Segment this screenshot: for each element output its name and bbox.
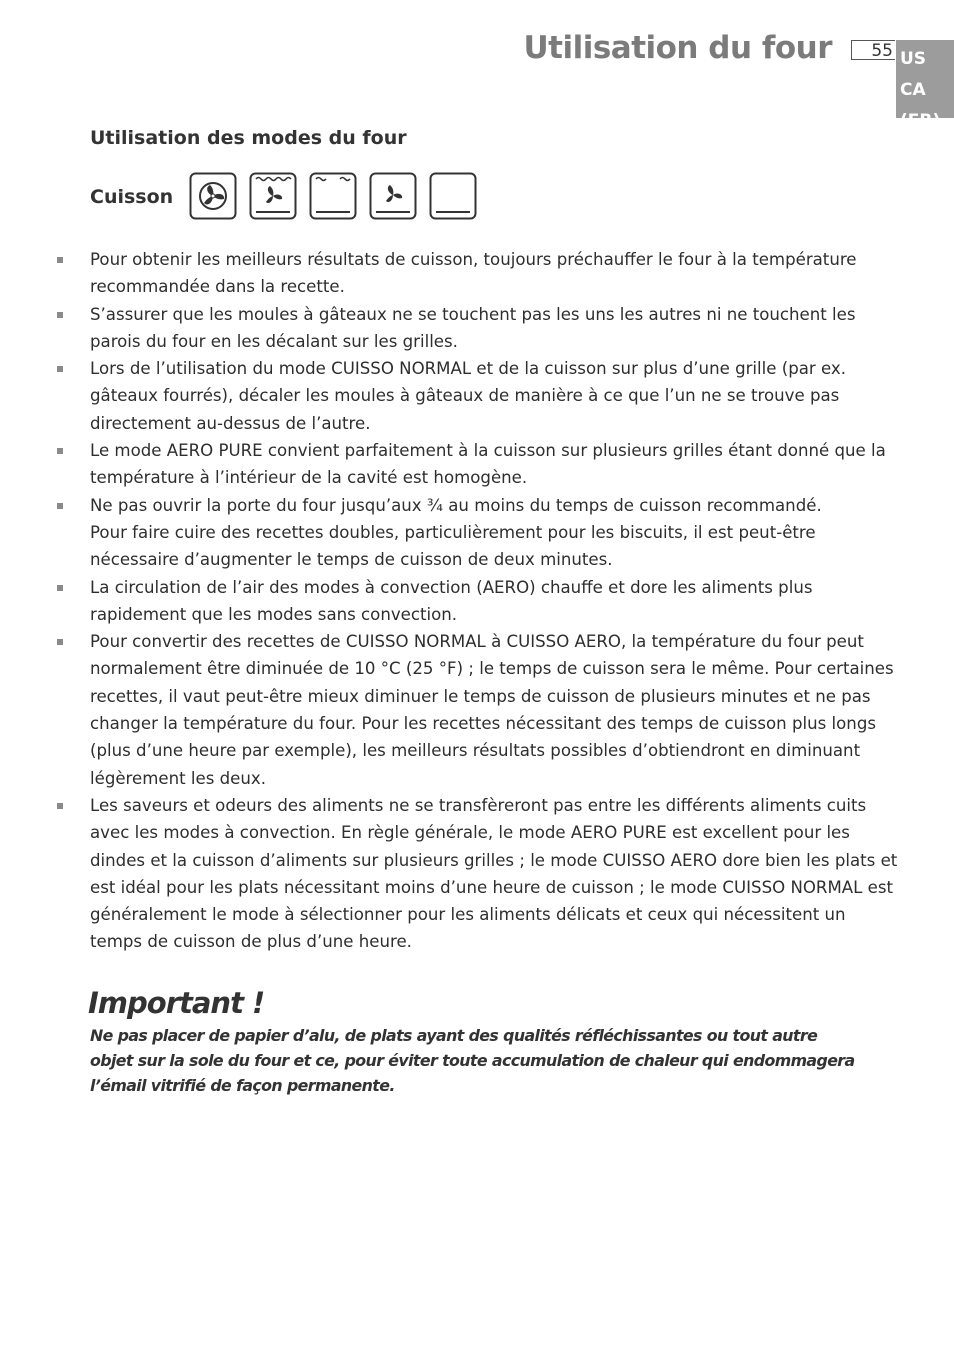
bullet-text: La circulation de l’air des modes à convection (AERO) chauffe et dore les aliments plus rapidement que les modes sans convection. [90, 577, 813, 624]
list-item [90, 492, 902, 574]
bullet-marker [57, 585, 63, 591]
mode-icons [189, 172, 477, 220]
important-body: Ne pas placer de papier d’alu, de plats ayant des qualités réfléchissantes ou tout autre objet sur la sole du four et ce, pour éviter toute accumulation de chaleur qui endommagera l’émail vitrifié de façon permanente. [90, 1026, 855, 1095]
list-item [90, 301, 902, 356]
list-item [90, 355, 902, 437]
region-tab-line-2: (FR) [900, 111, 941, 131]
top-bottom-element-icon [309, 172, 357, 220]
bullet-marker [57, 257, 63, 263]
section-heading: Utilisation des modes du four [90, 127, 407, 149]
list-item [90, 792, 902, 956]
bullet-marker [57, 503, 63, 509]
important-title: Important ! [88, 986, 265, 1020]
bullet-text: Le mode AERO PURE convient parfaitement à la cuisson sur plusieurs grilles étant donné que la température à l’intérieur de la cavité est homogène. [90, 441, 886, 488]
region-tab-line-1: US CA [900, 49, 927, 100]
bullet-text: S’assurer que les moules à gâteaux ne se touchent pas les uns les autres ni ne touchent les parois du four en les décalant sur les grilles. [90, 304, 856, 351]
bullet-marker [57, 366, 63, 372]
bullet-marker [57, 312, 63, 318]
bullet-marker [57, 803, 63, 809]
bullet-list [90, 246, 902, 956]
fan-with-bottom-element-icon [369, 172, 417, 220]
list-item [90, 628, 902, 792]
bullet-text: Pour convertir des recettes de CUISSO NORMAL à CUISSO AERO, la température du four peut normalement être diminuée de 10 °C (25 °F) ; le temps de cuisson sera le même. Pour certaines recettes, il vaut peut-être mieux diminuer le temps de cuisson de plusieurs minutes et ne pas changer la température du four. Pour les recettes nécessitant des temps de cuisson plus longs (plus d’une heure par exemple), les meilleurs résultats possibles d’obtiendront en diminuant légèrement les deux. [90, 632, 894, 788]
list-item [90, 437, 902, 492]
bullet-text: Lors de l’utilisation du mode CUISSO NORMAL et de la cuisson sur plus d’une grille (par ex. gâteaux fourrés), décaler les moules à gâteaux de manière à ce que l’un ne se trouve pas directement au-dessus de l’autre. [90, 359, 847, 433]
bullet-marker [57, 639, 63, 645]
list-item [90, 246, 902, 301]
fan-pure-icon [189, 172, 237, 220]
bottom-element-icon [429, 172, 477, 220]
list-item [90, 574, 902, 629]
page-number: 55 [851, 40, 895, 60]
page-title: Utilisation du four [523, 30, 832, 66]
bullet-text: Ne pas ouvrir la porte du four jusqu’aux ¾ au moins du temps de cuisson recommandé. Pour faire cuire des recettes doubles, particulièrement pour les biscuits, il est peut-être nécessaire d’augmenter le temps de cuisson de deux minutes. [90, 495, 822, 570]
bullet-text: Pour obtenir les meilleurs résultats de cuisson, toujours préchauffer le four à la température recommandée dans la recette. [90, 250, 857, 297]
fan-with-top-element-icon [249, 172, 297, 220]
bullet-marker [57, 448, 63, 454]
bullet-text: Les saveurs et odeurs des aliments ne se transfèreront pas entre les différents aliments cuits avec les modes à convection. En règle générale, le mode AERO PURE est excellent pour les dindes et la cuisson d’aliments sur plusieurs grilles ; le mode CUISSO AERO dore bien les plats et est idéal pour les plats nécessitant moins d’une heure de cuisson ; le mode CUISSO NORMAL est généralement le mode à sélectionner pour les aliments délicats et ceux qui nécessitent un temps de cuisson de plus d’une heure. [90, 795, 898, 952]
mode-label: Cuisson [90, 186, 174, 208]
region-tab [896, 40, 954, 131]
